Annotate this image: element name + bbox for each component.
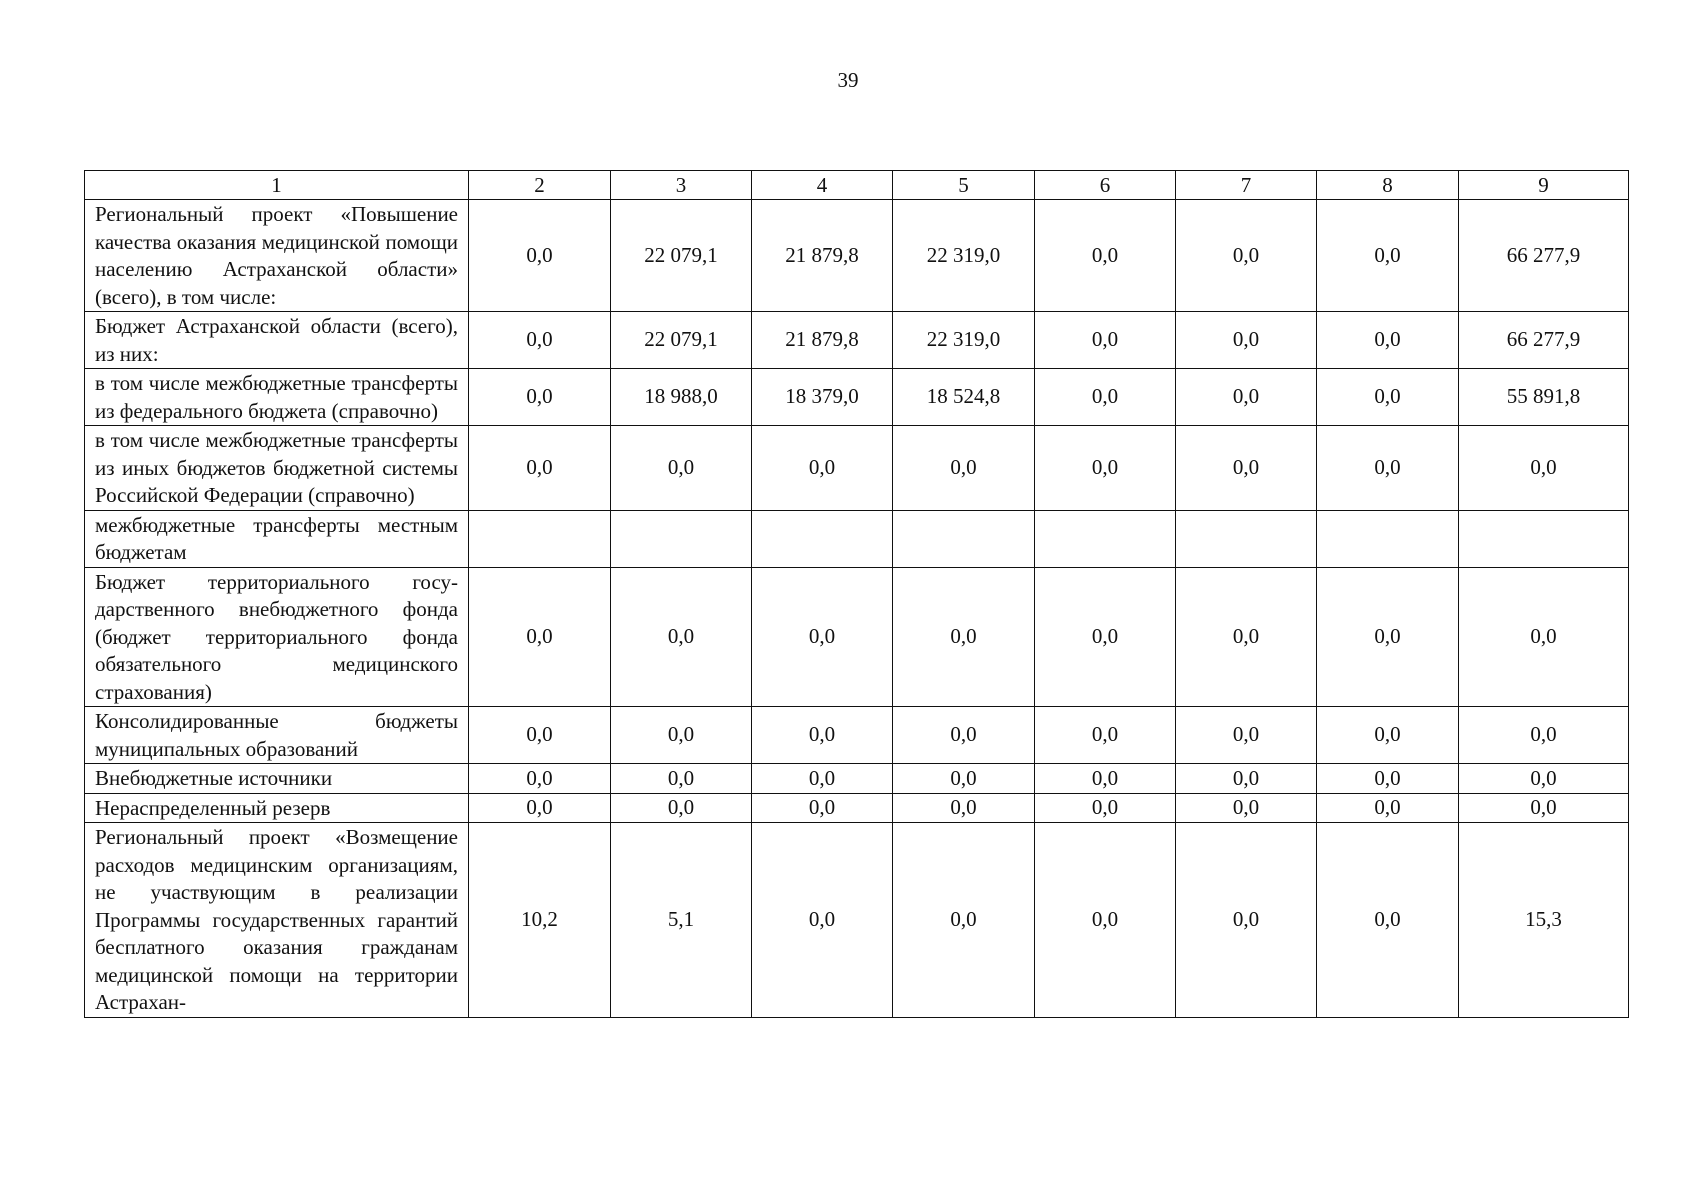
table-cell: 22 079,1 <box>611 312 752 369</box>
row-label: в том числе межбюджетные трансферты из иных бюджетов бюджетной системы Российской Федерации (справочно) <box>85 426 469 511</box>
table-cell: 0,0 <box>1035 567 1176 707</box>
page-number: 39 <box>837 68 859 92</box>
table-row <box>85 793 1629 823</box>
table-cell: 0,0 <box>611 567 752 707</box>
row-label: Нераспределенный резерв <box>85 793 469 823</box>
table-cell: 0,0 <box>1317 312 1459 369</box>
table-row <box>85 764 1629 794</box>
table-cell <box>1317 510 1459 567</box>
table-row <box>85 369 1629 426</box>
row-label: межбюджетные трансферты местным бюджетам <box>85 510 469 567</box>
table-cell <box>611 510 752 567</box>
table-cell: 21 879,8 <box>752 312 893 369</box>
table-cell <box>469 510 611 567</box>
table-cell: 21 879,8 <box>752 200 893 312</box>
table-cell: 0,0 <box>1317 200 1459 312</box>
table-cell: 0,0 <box>893 764 1035 794</box>
table-cell: 0,0 <box>1459 567 1629 707</box>
column-header: 1 <box>85 171 469 200</box>
table-cell: 5,1 <box>611 823 752 1018</box>
column-header: 7 <box>1176 171 1317 200</box>
table-cell: 0,0 <box>1317 793 1459 823</box>
column-header: 2 <box>469 171 611 200</box>
table-cell: 0,0 <box>1176 312 1317 369</box>
table-cell: 0,0 <box>752 426 893 511</box>
table-cell: 0,0 <box>1035 369 1176 426</box>
table-cell: 0,0 <box>1035 823 1176 1018</box>
column-header: 5 <box>893 171 1035 200</box>
table-cell: 0,0 <box>1176 764 1317 794</box>
table-row <box>85 426 1629 511</box>
table-cell: 0,0 <box>1459 764 1629 794</box>
table-cell: 0,0 <box>1317 823 1459 1018</box>
table-cell: 0,0 <box>1317 369 1459 426</box>
table-cell: 0,0 <box>893 567 1035 707</box>
table-cell <box>893 510 1035 567</box>
table-cell: 18 988,0 <box>611 369 752 426</box>
table-cell: 0,0 <box>1459 426 1629 511</box>
table-cell: 0,0 <box>611 793 752 823</box>
table-row <box>85 707 1629 764</box>
table-cell: 18 379,0 <box>752 369 893 426</box>
table-cell <box>752 510 893 567</box>
table-row <box>85 823 1629 1018</box>
table-cell: 10,2 <box>469 823 611 1018</box>
table-cell: 0,0 <box>611 707 752 764</box>
table-cell: 0,0 <box>469 707 611 764</box>
row-label: Внебюджетные источники <box>85 764 469 794</box>
table-cell: 0,0 <box>1176 369 1317 426</box>
table-cell: 0,0 <box>469 764 611 794</box>
table-cell <box>1176 510 1317 567</box>
table-cell: 0,0 <box>1035 312 1176 369</box>
table-cell: 66 277,9 <box>1459 200 1629 312</box>
row-label: Региональный проект «Повышение качества оказания медицинской помощи населению Астраханской области» (всего), в том числе: <box>85 200 469 312</box>
table-cell: 0,0 <box>752 764 893 794</box>
table-cell: 22 079,1 <box>611 200 752 312</box>
table-cell: 0,0 <box>1176 707 1317 764</box>
table-cell: 0,0 <box>469 567 611 707</box>
table-cell: 0,0 <box>1459 793 1629 823</box>
table-cell: 0,0 <box>1176 793 1317 823</box>
column-header: 8 <box>1317 171 1459 200</box>
table-cell: 0,0 <box>1035 707 1176 764</box>
table-cell: 0,0 <box>1317 764 1459 794</box>
table-cell: 22 319,0 <box>893 200 1035 312</box>
table-cell <box>1035 510 1176 567</box>
column-header: 6 <box>1035 171 1176 200</box>
table-cell: 15,3 <box>1459 823 1629 1018</box>
table-cell: 55 891,8 <box>1459 369 1629 426</box>
table-row <box>85 510 1629 567</box>
table-row <box>85 567 1629 707</box>
table-cell: 0,0 <box>1459 707 1629 764</box>
column-header: 9 <box>1459 171 1629 200</box>
table-cell: 0,0 <box>1035 426 1176 511</box>
table-cell: 0,0 <box>1176 200 1317 312</box>
table-cell: 0,0 <box>752 793 893 823</box>
table-cell: 0,0 <box>893 707 1035 764</box>
table-cell: 0,0 <box>1176 823 1317 1018</box>
table-cell: 0,0 <box>469 200 611 312</box>
table-cell: 0,0 <box>1176 426 1317 511</box>
table-cell: 0,0 <box>1035 793 1176 823</box>
table-cell: 0,0 <box>611 426 752 511</box>
table-cell: 0,0 <box>893 823 1035 1018</box>
table-row <box>85 312 1629 369</box>
table-cell: 0,0 <box>893 793 1035 823</box>
table-cell: 0,0 <box>893 426 1035 511</box>
row-label: Региональный проект «Возмещение расходов медицинским организациям, не участвующим в реализации Программы государственных гарантий бесплатного оказания гражданам медицинской помощи на территории Астрахан- <box>85 823 469 1018</box>
table-cell: 22 319,0 <box>893 312 1035 369</box>
column-header: 3 <box>611 171 752 200</box>
table-row <box>85 200 1629 312</box>
header-row <box>85 171 1629 200</box>
table-cell: 18 524,8 <box>893 369 1035 426</box>
table-cell: 0,0 <box>1317 707 1459 764</box>
row-label: Бюджет Астраханской области (всего), из них: <box>85 312 469 369</box>
table-cell: 0,0 <box>469 426 611 511</box>
table-cell: 0,0 <box>1317 426 1459 511</box>
table-cell: 0,0 <box>752 823 893 1018</box>
table-cell: 0,0 <box>469 369 611 426</box>
column-header: 4 <box>752 171 893 200</box>
table-cell: 0,0 <box>752 567 893 707</box>
row-label: Бюджет территориального государственного внебюджетного фонда (бюджет территориального фонда обязательного медицинского страхования) <box>85 567 469 707</box>
table-cell: 0,0 <box>1035 764 1176 794</box>
table-cell: 0,0 <box>752 707 893 764</box>
table-cell <box>1459 510 1629 567</box>
row-label: в том числе межбюджетные трансферты из федерального бюджета (справочно) <box>85 369 469 426</box>
table-cell: 0,0 <box>611 764 752 794</box>
table-cell: 0,0 <box>1317 567 1459 707</box>
table-cell: 66 277,9 <box>1459 312 1629 369</box>
table-cell: 0,0 <box>1035 200 1176 312</box>
table-cell: 0,0 <box>469 312 611 369</box>
table-cell: 0,0 <box>469 793 611 823</box>
budget-table <box>84 170 1629 1018</box>
row-label: Консолидированные бюджеты муниципальных образований <box>85 707 469 764</box>
table-cell: 0,0 <box>1176 567 1317 707</box>
